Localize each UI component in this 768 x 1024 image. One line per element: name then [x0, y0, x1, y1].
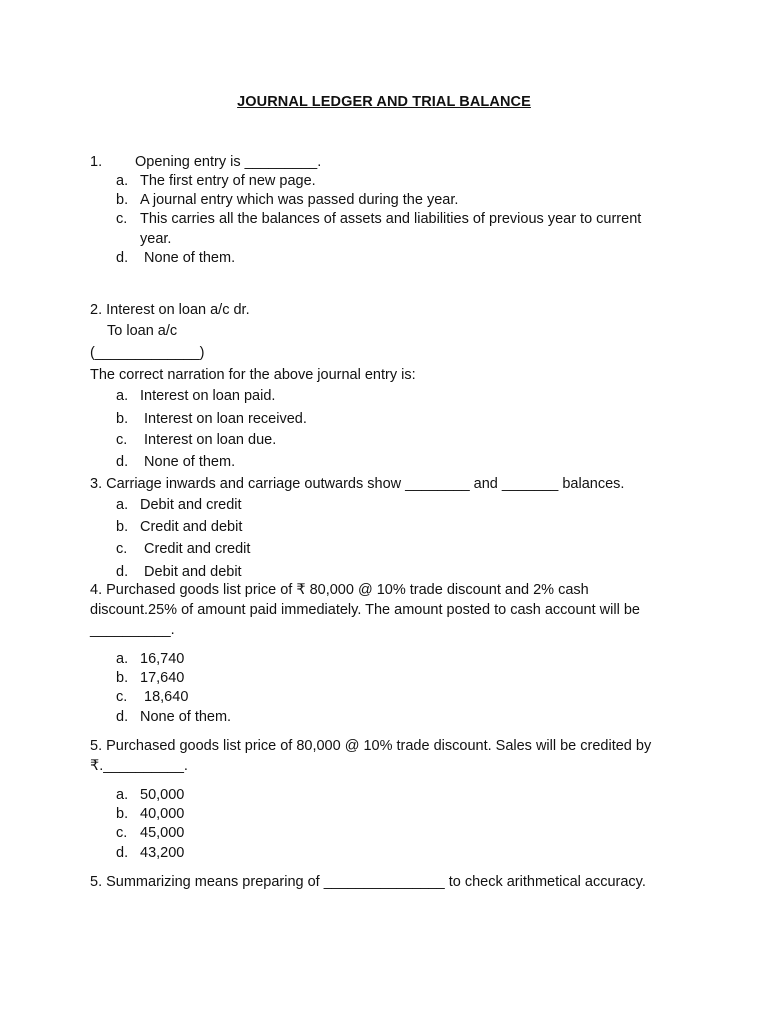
question-1-option-c [116, 210, 641, 228]
option-letter: d. [116, 250, 129, 266]
question-2-stem-line-3: (_____________) [90, 345, 205, 361]
question-2-option-a [116, 387, 275, 405]
question-3-stem: 3. Carriage inwards and carriage outwards show ________ and _______ balances. [90, 476, 625, 492]
option-letter: a. [116, 651, 129, 667]
question-5-option-b [116, 805, 184, 823]
option-letter: c. [116, 541, 128, 557]
option-text: The first entry of new page. [140, 173, 316, 189]
question-2-stem-line-1: 2. Interest on loan a/c dr. [90, 302, 250, 318]
question-3-option-c [116, 540, 250, 558]
option-text: A journal entry which was passed during the year. [140, 192, 459, 208]
option-letter: a. [116, 388, 129, 404]
option-letter: a. [116, 497, 129, 513]
option-text: None of them. [140, 250, 236, 266]
option-text: Credit and credit [140, 541, 251, 557]
question-5-option-c [116, 824, 184, 842]
question-4-option-d [116, 708, 231, 726]
question-3-option-a [116, 496, 242, 514]
option-letter: b. [116, 411, 129, 427]
option-text: 17,640 [140, 670, 185, 686]
question-5-option-d [116, 844, 184, 862]
question-4-option-b [116, 669, 184, 687]
question-1-number: 1. [90, 154, 103, 170]
option-text: Interest on loan paid. [140, 388, 276, 404]
option-text: Debit and debit [140, 564, 242, 580]
question-5-option-a [116, 786, 184, 804]
option-letter: a. [116, 173, 129, 189]
question-3-option-d [116, 563, 242, 581]
option-text: 18,640 [140, 689, 189, 705]
option-letter: d. [116, 454, 129, 470]
option-text: Interest on loan received. [140, 411, 307, 427]
option-letter: c. [116, 689, 128, 705]
option-text: Debit and credit [140, 497, 242, 513]
option-text: This carries all the balances of assets and liabilities of previous year to current [140, 211, 642, 227]
option-text: None of them. [140, 709, 232, 725]
option-text: 45,000 [140, 825, 185, 841]
question-2-stem-line-4: The correct narration for the above journal entry is: [90, 367, 416, 383]
question-2-option-b [116, 410, 307, 428]
question-5-stem-line-2: ₹.__________. [90, 758, 188, 774]
option-text: year. [140, 231, 172, 247]
option-letter: b. [116, 519, 129, 535]
option-text: Credit and debit [140, 519, 243, 535]
question-4-stem-line-3: __________. [90, 622, 175, 638]
question-5-stem-line-1: 5. Purchased goods list price of 80,000 @ 10% trade discount. Sales will be credited by [90, 738, 652, 754]
option-letter: c. [116, 825, 128, 841]
option-text: 16,740 [140, 651, 185, 667]
question-2-option-d [116, 453, 235, 471]
question-1-option-a [116, 172, 316, 190]
question-4-option-c [116, 688, 188, 706]
question-1-option-d [116, 249, 235, 267]
option-letter: c. [116, 211, 128, 227]
option-letter: b. [116, 192, 129, 208]
document-title: JOURNAL LEDGER AND TRIAL BALANCE [237, 94, 531, 110]
question-4-option-a [116, 650, 184, 668]
question-4-stem-line-2: discount.25% of amount paid immediately. The amount posted to cash account will be [90, 602, 640, 618]
question-1-stem: Opening entry is _________. [135, 154, 322, 170]
option-letter: b. [116, 670, 129, 686]
question-4-stem-line-1: 4. Purchased goods list price of ₹ 80,000 @ 10% trade discount and 2% cash [90, 582, 589, 598]
option-letter: c. [116, 432, 128, 448]
option-text: 43,200 [140, 845, 185, 861]
option-text: None of them. [140, 454, 236, 470]
option-text: 50,000 [140, 787, 185, 803]
question-2-stem-line-2: To loan a/c [107, 323, 178, 339]
option-letter: a. [116, 787, 129, 803]
option-text: 40,000 [140, 806, 185, 822]
option-letter: d. [116, 845, 129, 861]
option-text: Interest on loan due. [140, 432, 277, 448]
option-letter: d. [116, 564, 129, 580]
question-2-option-c [116, 431, 276, 449]
question-3-option-b [116, 518, 242, 536]
option-letter: b. [116, 806, 129, 822]
question-6-stem: 5. Summarizing means preparing of _______________ to check arithmetical accuracy. [90, 874, 646, 890]
option-letter: d. [116, 709, 129, 725]
question-1-option-c-continued [116, 230, 171, 248]
question-1-option-b [116, 191, 458, 209]
